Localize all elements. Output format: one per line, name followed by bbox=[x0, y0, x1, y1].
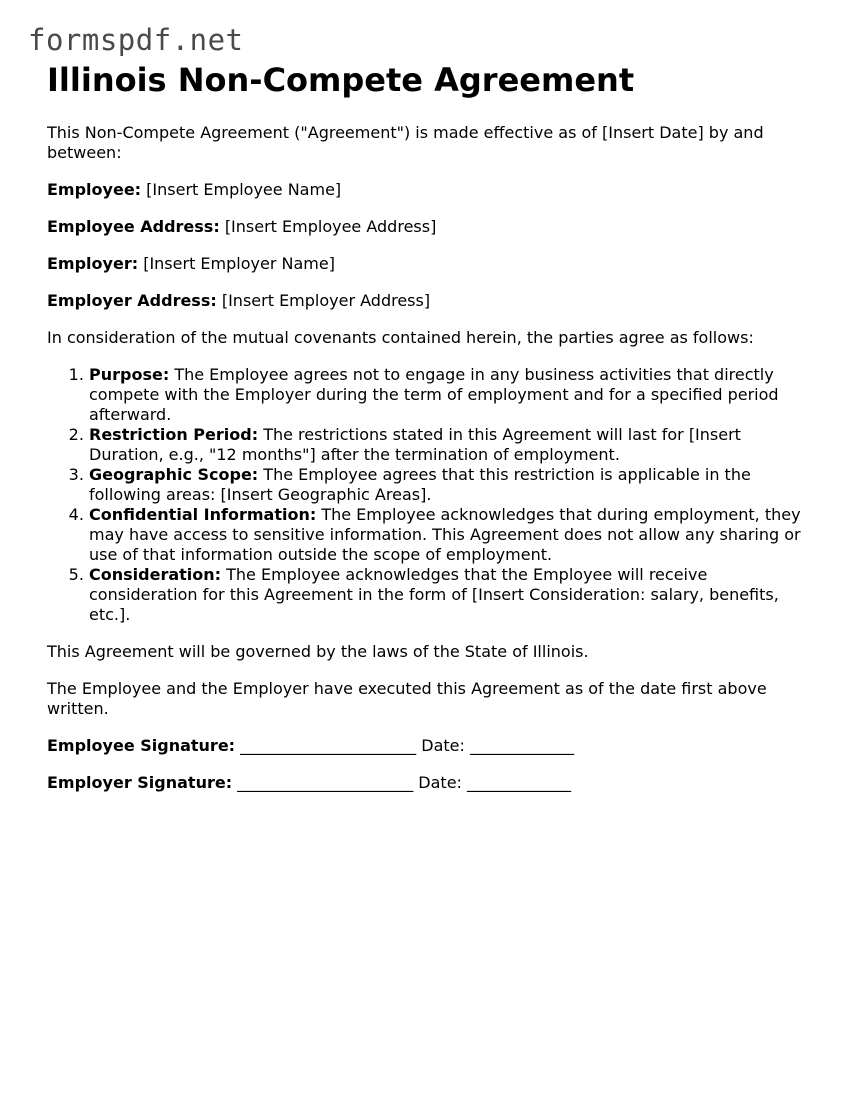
party-label: Employee: bbox=[47, 180, 142, 199]
date-label: Date: bbox=[421, 736, 465, 755]
clause-item bbox=[89, 565, 817, 625]
clause-item bbox=[89, 465, 817, 505]
intro-paragraph: This Non-Compete Agreement ("Agreement") is made effective as of [Insert Date] by and between: bbox=[47, 123, 764, 162]
clause-text: The Employee acknowledges that during employment, they may have access to sensitive information. This Agreement does not allow any sharing or use of that information outside the scope of employment. bbox=[89, 505, 801, 564]
clause-text: The Employee acknowledges that the Employee will receive consideration for this Agreement in the form of [Insert Consideration: salary, benefits, etc.]. bbox=[89, 565, 779, 624]
watermark-text: formspdf.net bbox=[28, 23, 244, 57]
date-blank: _____________ bbox=[469, 736, 574, 755]
clause-text: The Employee agrees that this restriction is applicable in the following areas: [Insert Geographic Areas]. bbox=[89, 465, 751, 504]
clause-label: Restriction Period: bbox=[89, 425, 259, 444]
clause-label: Purpose: bbox=[89, 365, 170, 384]
party-label: Employer Address: bbox=[47, 291, 217, 310]
party-value: [Insert Employer Address] bbox=[221, 291, 431, 310]
date-label: Date: bbox=[418, 773, 462, 792]
clause-label: Geographic Scope: bbox=[89, 465, 259, 484]
signature-label: Employee Signature: bbox=[47, 736, 236, 755]
employer-signature-line bbox=[47, 773, 817, 793]
signature-blank: ______________________ bbox=[240, 736, 417, 755]
clause-item bbox=[89, 425, 817, 465]
clause-item bbox=[89, 365, 817, 425]
employee-signature-line bbox=[47, 736, 817, 756]
clause-label: Consideration: bbox=[89, 565, 222, 584]
document-page bbox=[47, 60, 817, 793]
clause-text: The restrictions stated in this Agreement will last for [Insert Duration, e.g., "12 months"] after the termination of employment. bbox=[89, 425, 741, 464]
party-employee-address bbox=[47, 217, 817, 237]
clause-item bbox=[89, 505, 817, 565]
party-value: [Insert Employer Name] bbox=[143, 254, 335, 273]
date-blank: _____________ bbox=[467, 773, 572, 792]
clause-text: The Employee agrees not to engage in any business activities that directly compete with the Employer during the term of employment and for a specified period afterward. bbox=[89, 365, 779, 424]
party-label: Employer: bbox=[47, 254, 139, 273]
clause-list bbox=[47, 365, 817, 625]
party-label: Employee Address: bbox=[47, 217, 220, 236]
party-employer bbox=[47, 254, 817, 274]
document-title: Illinois Non-Compete Agreement bbox=[47, 61, 635, 99]
clause-label: Confidential Information: bbox=[89, 505, 317, 524]
consideration-intro-paragraph: In consideration of the mutual covenants contained herein, the parties agree as follows: bbox=[47, 328, 754, 347]
signature-blank: ______________________ bbox=[237, 773, 414, 792]
party-employee bbox=[47, 180, 817, 200]
party-value: [Insert Employee Address] bbox=[224, 217, 437, 236]
signature-label: Employer Signature: bbox=[47, 773, 233, 792]
governing-law-paragraph: This Agreement will be governed by the laws of the State of Illinois. bbox=[47, 642, 589, 661]
party-value: [Insert Employee Name] bbox=[146, 180, 342, 199]
party-employer-address bbox=[47, 291, 817, 311]
executed-paragraph: The Employee and the Employer have executed this Agreement as of the date first above written. bbox=[47, 679, 767, 718]
